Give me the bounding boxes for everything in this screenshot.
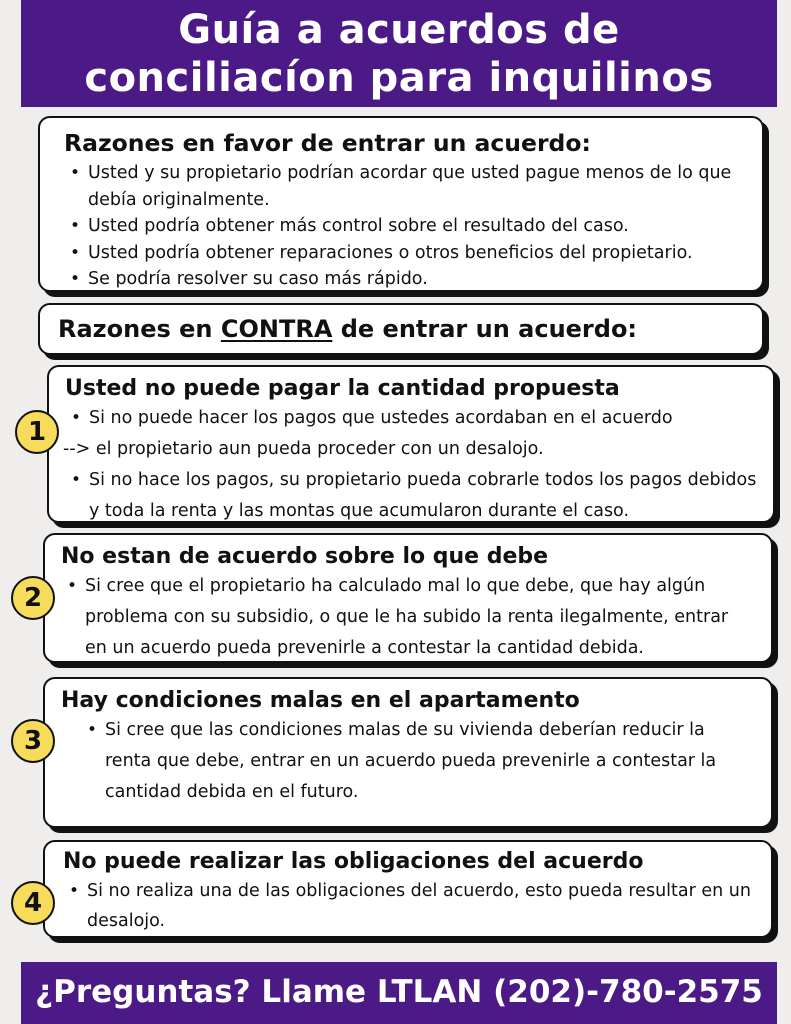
reason-list [65, 465, 757, 527]
list-item: • Usted podría obtener más control sobre el resultado del caso. [64, 213, 746, 240]
reason-title: No puede realizar las obligaciones del acuerdo [63, 849, 644, 874]
page-title-line-1: Guía a acuerdos de [178, 7, 620, 53]
reason-card-2 [43, 533, 773, 663]
number-badge-4: 4 [11, 881, 55, 925]
list-item: • Si no hace los pagos, su propietario pueda cobrarle todos los pagos debidos y toda la renta y las montas que acumularon durante el caso. [65, 465, 757, 527]
reason-list [63, 876, 755, 936]
reason-list [65, 403, 757, 434]
reason-card-4 [43, 840, 773, 938]
title-banner [21, 0, 777, 107]
list-item: • Usted y su propietario podrían acordar que usted pague menos de lo que debía originalmente. [64, 160, 746, 213]
reasons-for-heading: Razones en favor de entrar un acuerdo: [64, 129, 591, 157]
number-badge-2: 2 [11, 576, 55, 620]
reasons-against-heading [58, 305, 744, 353]
list-item: • Si cree que las condiciones malas de su vivienda deberían reducir la renta que debe, entrar en un acuerdo pueda prevenirle a contestar la cantidad debida en el futuro. [61, 715, 755, 808]
reason-title: Usted no puede pagar la cantidad propuesta [65, 376, 620, 401]
heading-emphasis: CONTRA [220, 315, 333, 343]
list-item: • Si no puede hacer los pagos que ustedes acordaban en el acuerdo [65, 403, 757, 434]
reasons-against-card [38, 303, 764, 355]
list-item: • Se podría resolver su caso más rápido. [64, 266, 746, 293]
reason-card-1 [47, 365, 775, 523]
arrow-note: --> el propietario aun pueda proceder con un desalojo. [63, 439, 544, 459]
page-title-line-2: conciliacíon para inquilinos [84, 55, 714, 101]
list-item: • Si no realiza una de las obligaciones del acuerdo, esto pueda resultar en un desalojo. [63, 876, 755, 936]
number-badge-3: 3 [11, 719, 55, 763]
heading-suffix: de entrar un acuerdo: [332, 315, 638, 343]
reason-card-3 [43, 677, 773, 828]
reason-title: Hay condiciones malas en el apartamento [61, 688, 580, 713]
list-item: • Usted podría obtener reparaciones o otros beneficios del propietario. [64, 240, 746, 267]
reasons-for-list [64, 160, 746, 293]
reason-title: No estan de acuerdo sobre lo que debe [61, 544, 549, 569]
reason-list [61, 715, 755, 808]
number-badge-1: 1 [15, 410, 59, 454]
contact-banner: ¿Preguntas? Llame LTLAN (202)-780-2575 [21, 962, 777, 1024]
reasons-for-card [38, 116, 764, 292]
reason-list [61, 571, 755, 664]
list-item: • Si cree que el propietario ha calculado mal lo que debe, que hay algún problema con su subsidio, o que le ha subido la renta ilegalmente, entrar en un acuerdo pueda prevenirle a contestar la cantidad debida. [61, 571, 755, 664]
heading-prefix: Razones en [58, 315, 221, 343]
